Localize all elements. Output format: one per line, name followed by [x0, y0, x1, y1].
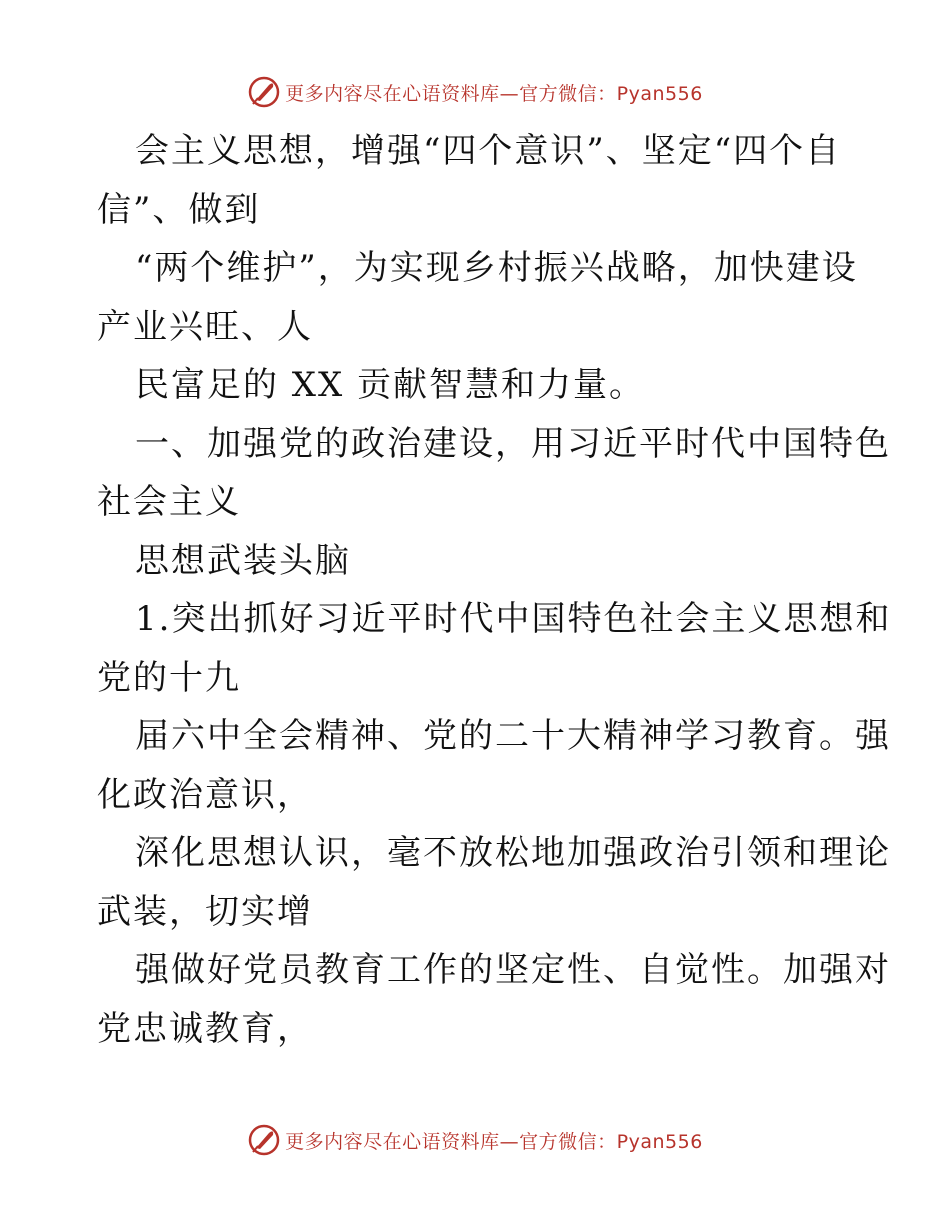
watermark-text: 更多内容尽在心语资料库—官方微信：Pyan556 [285, 1130, 703, 1153]
text-line: “两个维护”，为实现乡村振兴战略，加快建设 [135, 248, 858, 288]
text-line: 信”、做到 [97, 189, 261, 230]
text-line: 届六中全会精神、党的二十大精神学习教育。强 [135, 716, 891, 756]
text-line: 强做好党员教育工作的坚定性、自觉性。加强对 [135, 950, 891, 990]
text-line: 民富足的 XX 贡献智慧和力量。 [135, 365, 646, 405]
text-line: 一、加强党的政治建设，用习近平时代中国特色 [135, 423, 891, 464]
text-line: 深化思想认识，毫不放松地加强政治引领和理论 [135, 833, 891, 873]
text-line: 会主义思想，增强“四个意识”、坚定“四个自 [135, 131, 842, 171]
header-watermark [0, 72, 950, 112]
watermark-text: 更多内容尽在心语资料库—官方微信：Pyan556 [285, 82, 703, 105]
quill-pen-icon [247, 1123, 281, 1157]
text-line: 1.突出抓好习近平时代中国特色社会主义思想和 [135, 599, 892, 639]
document-body [97, 122, 892, 1058]
text-line: 武装，切实增 [97, 891, 313, 932]
text-line: 党的十九 [97, 657, 241, 698]
text-line: 产业兴旺、人 [97, 306, 313, 347]
footer-watermark [0, 1120, 950, 1160]
text-line: 思想武装头脑 [135, 540, 351, 581]
text-line: 社会主义 [97, 482, 241, 522]
text-line: 党忠诚教育， [97, 1008, 313, 1049]
quill-pen-icon [247, 75, 281, 109]
text-line: 化政治意识， [97, 774, 313, 815]
